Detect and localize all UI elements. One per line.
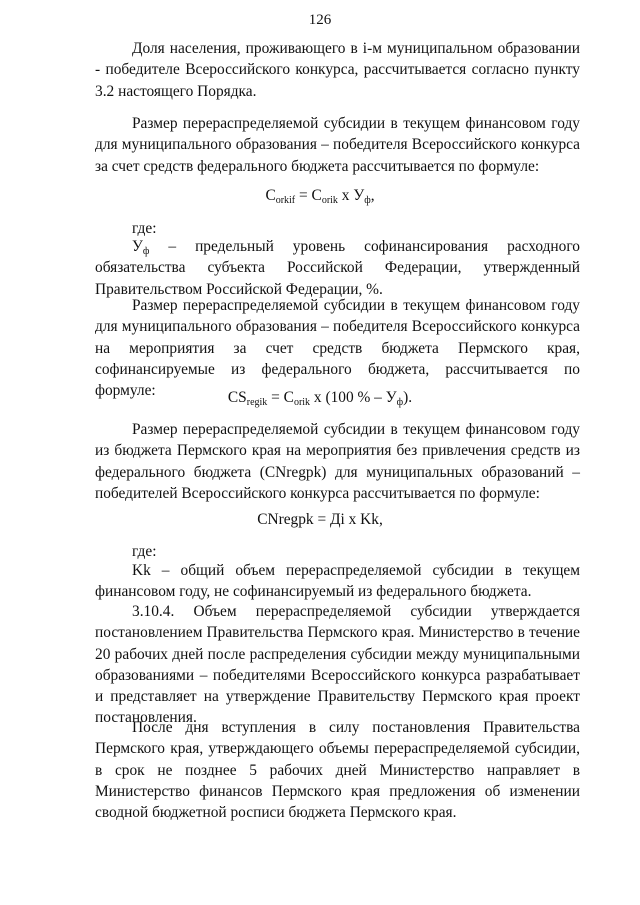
formula-csregik-eq: =: [267, 389, 284, 406]
definition-uf: [95, 236, 580, 300]
definition-uf-symbol: У: [132, 238, 143, 255]
where-label-2: где:: [132, 543, 157, 560]
definition-uf-symbol-sub: ф: [142, 246, 150, 257]
page-number: 126: [308, 12, 332, 28]
formula-corkif-op: x У: [337, 187, 365, 204]
formula-csregik: [0, 387, 640, 408]
formula-csregik-lhs-sub: regik: [246, 397, 268, 408]
formula-csregik-rhs: C: [283, 389, 294, 406]
formula-corkif-rhs: C: [311, 187, 322, 204]
formula-corkif-op-sub: ф: [364, 195, 371, 206]
paragraph-federal-subsidy: Размер перераспределяемой субсидии в текущем финансовом году для муниципального образования – победителя Всероссийского конкурса за счет средств федерального бюджета рассчитывается по формуле:: [95, 115, 580, 175]
paragraph-regional-cofinanced-subsidy: Размер перераспределяемой субсидии в текущем финансовом году для муниципального образования – победителя Всероссийского конкурса на мероприятия за счет средств бюджета Пермского края, софинансируемые из федерального бюджета, рассчитывается по формуле:: [95, 297, 580, 400]
formula-csregik-mid: x (100 % – У: [310, 389, 397, 406]
paragraph-regional-only-subsidy: Размер перераспределяемой субсидии в текущем финансовом году из бюджета Пермского края на мероприятия без привлечения средств из федерального бюджета (CNregpk) для муниципальных образований – победителей Всероссийского конкурса рассчитывается по формуле:: [95, 421, 580, 502]
formula-corkif-end: ,: [370, 187, 375, 204]
where-label-1: где:: [132, 220, 157, 237]
formula-corkif: [0, 185, 640, 206]
paragraph-budget-changes: После дня вступления в силу постановления Правительства Пермского края, утверждающего объемы перераспределяемой субсидии, в срок не позднее 5 рабочих дней Министерство направляет в Министерство финансов Пермского края предложения об изменении сводной бюджетной росписи бюджета Пермского края.: [95, 719, 580, 822]
definition-uf-text: – предельный уровень софинансирования расходного обязательства субъекта Российской Федерации, утвержденный Правительством Российской Федерации, %.: [95, 238, 580, 298]
formula-corkif-lhs: C: [265, 187, 276, 204]
formula-csregik-mid-sub: ф: [396, 397, 404, 408]
formula-cnregpk: CNregpk = Дi x Kk,: [257, 511, 383, 528]
paragraph-3-10-4: 3.10.4. Объем перераспределяемой субсидии утверждается постановлением Правительства Пермского края. Министерство в течение 20 рабочих дней после распределения субсидии между муниципальными образованиями – победителями Всероссийского конкурса разрабатывает и представляет на утверждение Правительству Пермского края проект постановления.: [95, 603, 580, 727]
definition-kk: Kk – общий объем перераспределяемой субсидии в текущем финансовом году, не софинансируемый из федерального бюджета.: [95, 562, 580, 601]
formula-csregik-lhs: CS: [227, 389, 247, 406]
formula-csregik-end: ).: [403, 389, 413, 406]
formula-corkif-lhs-sub: orkif: [275, 195, 296, 206]
paragraph-population-share: Доля населения, проживающего в i-м муниципальном образовании - победителе Всероссийского конкурса, рассчитывается согласно пункту 3.2 настоящего Порядка.: [95, 40, 580, 100]
formula-corkif-rhs-sub: orik: [321, 195, 338, 206]
formula-corkif-eq: =: [295, 187, 312, 204]
formula-csregik-rhs-sub: orik: [293, 397, 311, 408]
